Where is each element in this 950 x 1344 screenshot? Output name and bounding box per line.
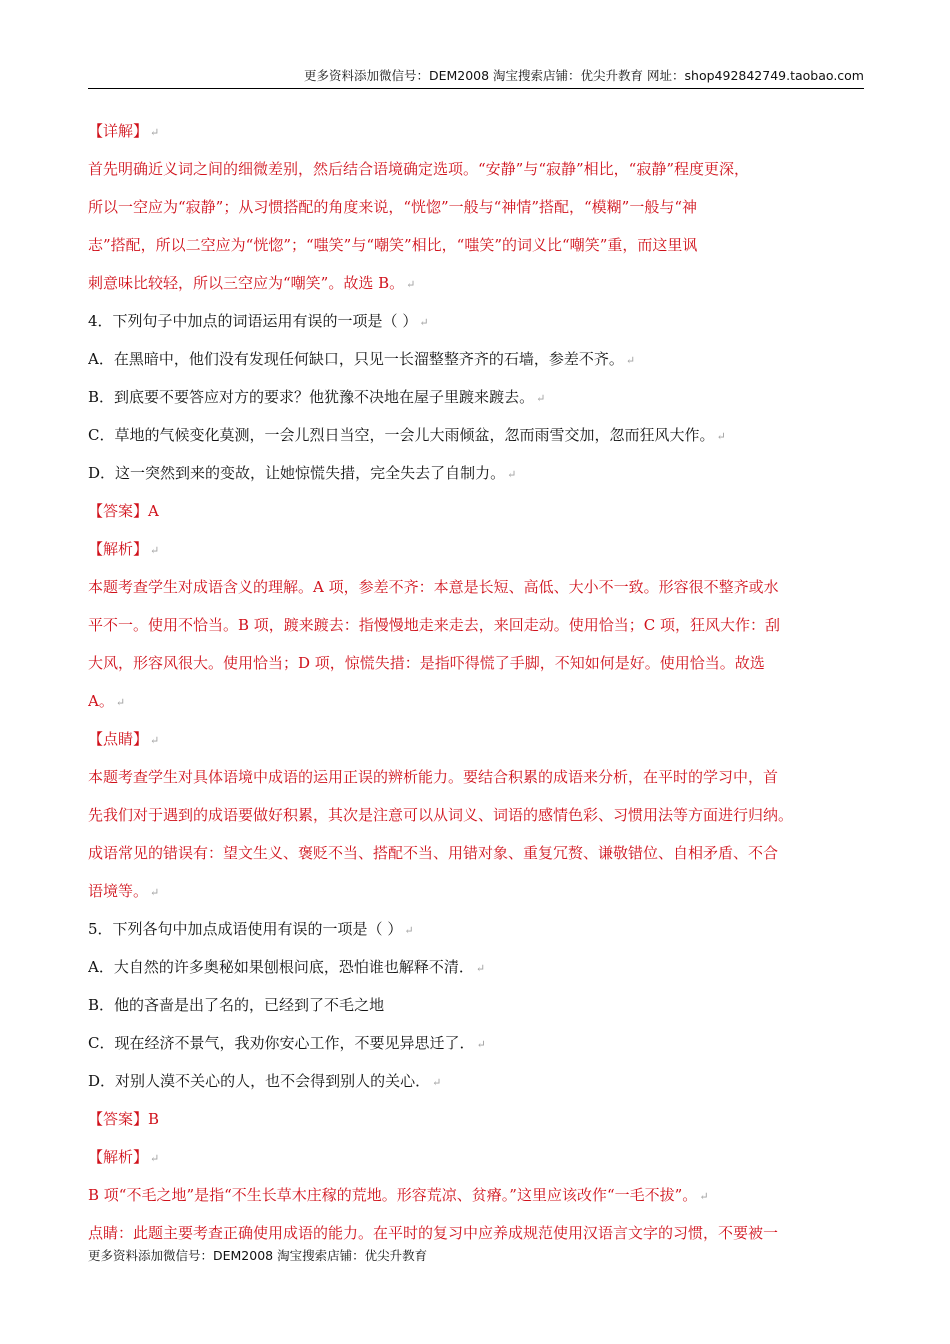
dotted-char: 刨: [263, 958, 279, 976]
q4-tip-line-2: 先我们对于遇到的成语要做好积累，其次是注意可以从词义、词语的感情色彩、习惯用法等方面进行归纳。: [88, 806, 794, 824]
q4-analysis-line-4-text: A。: [88, 692, 114, 710]
page-footer: 更多资料添加微信号：DEM2008 淘宝搜索店铺：优尖升教育: [88, 1248, 428, 1263]
q5-stem-text: 5．下列各句中加点成语使用有误的一项是（ ）: [88, 920, 403, 938]
paragraph-mark: ↵: [699, 1190, 709, 1203]
paragraph-mark: ↵: [150, 126, 160, 139]
dotted-char: 齐: [593, 350, 609, 368]
dotted-char: 不: [175, 1072, 191, 1090]
q4-option-b: [88, 378, 864, 416]
q4-d-pre: D．这一突然到来的变故，让她: [88, 464, 296, 482]
q5-answer: 【答案】B: [88, 1110, 160, 1128]
paragraph-mark: ↵: [150, 734, 160, 747]
q4-tip-label-line: [88, 720, 864, 758]
dotted-char: 思: [414, 1034, 430, 1052]
q5-analysis-label-line: [88, 1138, 864, 1176]
q4-d-post: ，完全失去了自制力。: [355, 464, 506, 482]
dotted-char: 作: [684, 426, 700, 444]
q4-tip-line-3: 成语常见的错误有：望文生义、褒贬不当、搭配不当、用错对象、重复冗赘、谦敬错位、自相矛盾、不合: [88, 844, 779, 862]
q5-option-b: [88, 986, 864, 1024]
dotted-char: 慌: [310, 464, 326, 482]
paragraph-mark: ↵: [406, 278, 416, 291]
q5-d-post: 的人，也不会得到别人的关心．: [220, 1072, 431, 1090]
dotted-char: 见: [384, 1034, 400, 1052]
paragraph-mark: ↵: [507, 468, 517, 481]
dotted-char: 踱: [489, 388, 505, 406]
document-body: [88, 112, 864, 1252]
q4-c-pre: C．草地的气候变化莫测，一会儿烈日当空，一会儿大雨倾盆，忽而雨雪交加，忽而: [88, 426, 640, 444]
paragraph-mark: ↵: [625, 354, 636, 367]
q4-a-pre: A．在黑暗中，他们没有发现任何缺口，只见一长溜整整齐齐的石墙，: [88, 350, 549, 368]
q4-analysis-label-line: [88, 530, 864, 568]
paragraph-mark: ↵: [150, 544, 160, 557]
detail-label-line: [88, 112, 864, 150]
q4-tip-line-1: 本题考查学生对具体语境中成语的运用正误的辨析能力。要结合积累的成语来分析，在平时的学习中，首: [88, 768, 779, 786]
detail-line-4: [88, 264, 864, 302]
dotted-char: 地: [369, 996, 385, 1014]
q4-analysis-line-3: 大风，形容风很大。使用恰当；D 项，惊慌失措：是指吓得慌了手脚，不知如何是好。使用恰当。故选: [88, 654, 765, 672]
q5-tip-line: 点睛：此题主要考查正确使用成语的能力。在平时的复习中应养成规范使用汉语言文字的习惯，不要被一: [88, 1224, 779, 1242]
q4-option-d: [88, 454, 864, 492]
q5-a-post: ，恐怕谁也解释不清．: [323, 958, 474, 976]
dotted-char: 根: [278, 958, 294, 976]
detail-label: 【详解】: [88, 122, 149, 140]
q4-b-post: 。: [519, 388, 535, 406]
dotted-char: 踱: [459, 388, 475, 406]
q4-analysis-line-2: 平不一。使用不恰当。B 项，踱来踱去：指慢慢地走来走去，来回走动。使用恰当；C 项，狂风大作：刮: [88, 616, 781, 634]
dotted-char: 毛: [339, 996, 355, 1014]
dotted-char: 大: [669, 426, 685, 444]
dotted-char: 措: [340, 464, 356, 482]
paragraph-mark: ↵: [419, 316, 429, 329]
q5-b-pre: B．他的吝啬是出了名的，已经到了: [88, 996, 325, 1014]
paragraph-mark: ↵: [404, 924, 414, 937]
dotted-char: 迁: [429, 1034, 445, 1052]
detail-line-3: 志”搭配，所以二空应为“恍惚”；“嗤笑”与“嘲笑”相比，“嗤笑”的词义比“嘲笑”重，而这里讽: [88, 236, 698, 254]
detail-line-4-text: 刺意味比较轻，所以三空应为“嘲笑”。故选 B。: [88, 274, 405, 292]
q4-analysis-line-4: [88, 682, 864, 720]
q5-option-a: [88, 948, 864, 986]
dotted-char: 惊: [295, 464, 311, 482]
q5-c-post: 了．: [444, 1034, 475, 1052]
q5-stem: [88, 910, 864, 948]
paragraph-mark: ↵: [150, 1152, 160, 1165]
paragraph-mark: ↵: [475, 962, 486, 975]
dotted-char: 之: [354, 996, 370, 1014]
detail-line-1: 首先明确近义词之间的细微差别，然后结合语境确定选项。“安静”与“寂静”相比，“寂静”程度更深，: [88, 160, 750, 178]
dotted-char: 不: [324, 996, 340, 1014]
dotted-char: 去: [504, 388, 520, 406]
dotted-char: 来: [474, 388, 490, 406]
paragraph-mark: ↵: [115, 696, 126, 709]
q4-stem: [88, 302, 864, 340]
q4-option-a: [88, 340, 864, 378]
q4-analysis-line-1: 本题考查学生对成语含义的理解。A 项，参差不齐：本意是长短、高低、大小不一致。形容很不整齐或水: [88, 578, 779, 596]
detail-line-2: 所以一空应为“寂静”；从习惯搭配的角度来说，“恍惚”一般与“神情”搭配，“模糊”一般与“神: [88, 198, 698, 216]
q4-option-c: [88, 416, 864, 454]
q4-tip-line-4: [88, 872, 864, 910]
q5-analysis-label: 【解析】: [88, 1148, 149, 1166]
q5-analysis-line: [88, 1176, 864, 1214]
q4-tip-label: 【点睛】: [88, 730, 149, 748]
q4-analysis-label: 【解析】: [88, 540, 149, 558]
q4-c-post: 。: [699, 426, 715, 444]
dotted-char: 底: [308, 958, 324, 976]
dotted-char: 漠: [160, 1072, 176, 1090]
dotted-char: 不: [578, 350, 594, 368]
q5-analysis-text: B 项“不毛之地”是指“不生长草木庄稼的荒地。形容荒凉、贫瘠。”这里应该改作“一毛不拔”。: [88, 1186, 698, 1204]
q5-option-d: [88, 1062, 864, 1100]
dotted-char: 差: [563, 350, 579, 368]
paragraph-mark: ↵: [716, 430, 726, 443]
q4-b-pre: B．到底要不要答应对方的要求？他犹豫不决地在屋子里: [88, 388, 460, 406]
dotted-char: 狂: [639, 426, 655, 444]
page-header: 更多资料添加微信号：DEM2008 淘宝搜索店铺：优尖升教育 网址：shop492842749.taobao.com: [88, 66, 864, 89]
paragraph-mark: ↵: [536, 392, 546, 405]
q5-c-pre: C．现在经济不景气，我劝你安心工作，不要: [88, 1034, 385, 1052]
dotted-char: 问: [293, 958, 309, 976]
q4-a-post: 。: [608, 350, 624, 368]
paragraph-mark: ↵: [476, 1038, 486, 1051]
paragraph-mark: ↵: [432, 1076, 442, 1089]
paragraph-mark: ↵: [150, 886, 160, 899]
q4-stem-text: 4．下列句子中加点的词语运用有误的一项是（ ）: [88, 312, 418, 330]
q5-option-c: [88, 1024, 864, 1062]
dotted-char: 异: [399, 1034, 415, 1052]
dotted-char: 失: [325, 464, 341, 482]
q4-tip-line-4-text: 语境等。: [88, 882, 149, 900]
dotted-char: 关: [190, 1072, 206, 1090]
q5-a-pre: A．大自然的许多奥秘如果: [88, 958, 264, 976]
dotted-char: 风: [654, 426, 670, 444]
q4-answer: 【答案】A: [88, 502, 159, 520]
dotted-char: 心: [205, 1072, 221, 1090]
dotted-char: 参: [548, 350, 564, 368]
q5-d-pre: D．对别人: [88, 1072, 161, 1090]
